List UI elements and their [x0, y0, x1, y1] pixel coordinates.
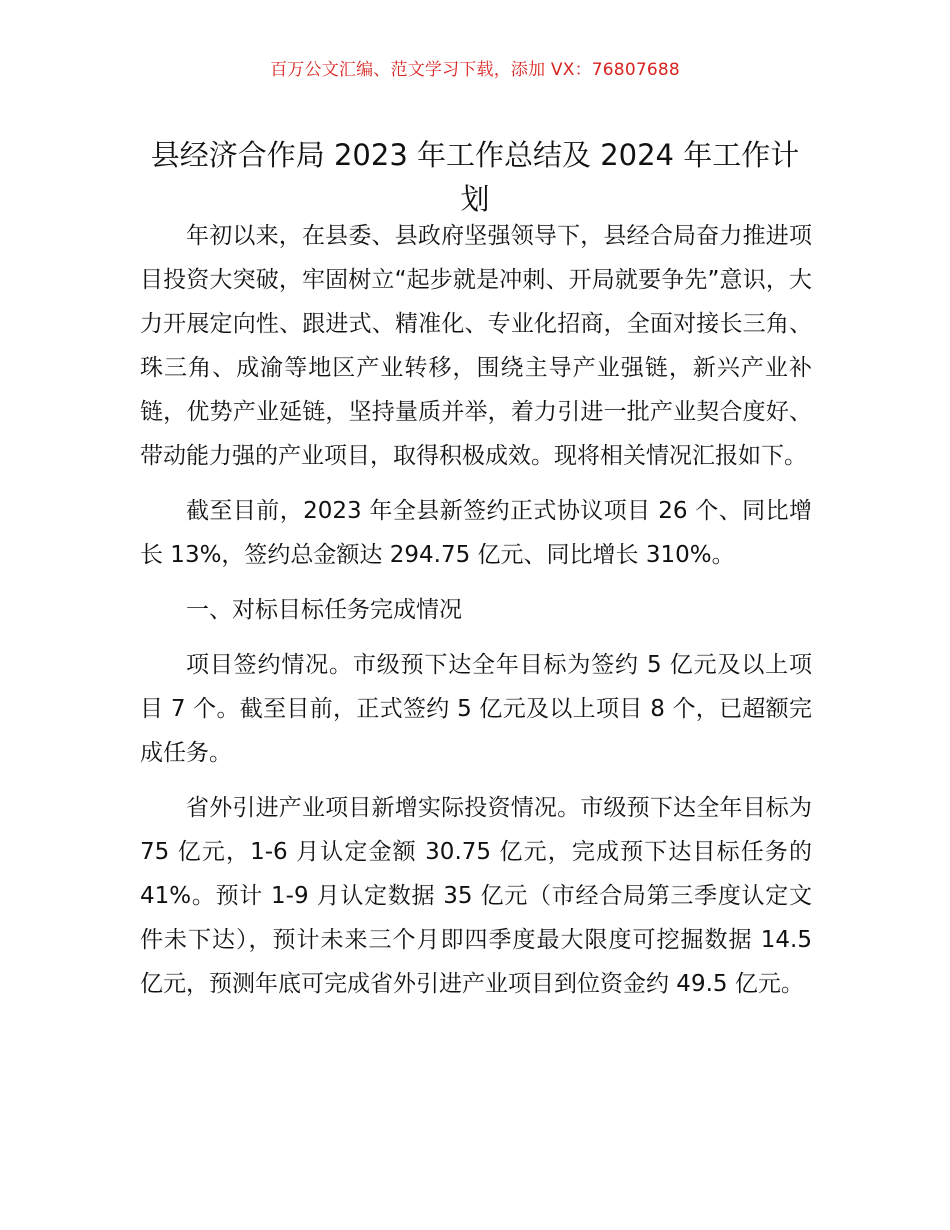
- paragraph-project-signing: 项目签约情况。市级预下达全年目标为签约 5 亿元及以上项目 7 个。截至目前，正式签约 5 亿元及以上项目 8 个，已超额完成任务。: [140, 652, 812, 766]
- document-title: 县经济合作局 2023 年工作总结及 2024 年工作计划: [150, 138, 800, 217]
- paragraph-intro: 年初以来，在县委、县政府坚强领导下，县经合局奋力推进项目投资大突破，牢固树立“起步就是冲刺、开局就要争先”意识，大力开展定向性、跟进式、精准化、专业化招商，全面对接长三角、珠三角、成渝等地区产业转移，围绕主导产业强链，新兴产业补链，优势产业延链，坚持量质并举，着力引进一批产业契合度好、带动能力强的产业项目，取得积极成效。现将相关情况汇报如下。: [140, 223, 812, 469]
- watermark-note: 百万公文汇编、范文学习下载，添加 VX：76807688: [270, 60, 680, 80]
- document-body: [140, 214, 812, 1017]
- paragraph-summary: 截至目前，2023 年全县新签约正式协议项目 26 个、同比增长 13%，签约总金额达 294.75 亿元、同比增长 310%。: [140, 498, 812, 568]
- section-heading: 一、对标目标任务完成情况: [186, 597, 462, 623]
- paragraph-investment: 省外引进产业项目新增实际投资情况。市级预下达全年目标为 75 亿元，1-6 月认定金额 30.75 亿元，完成预下达目标任务的 41%。预计 1-9 月认定数据 35 亿元（市经合局第三季度认定文件未下达），预计未来三个月即四季度最大限度可挖掘数据 14.5 亿元，预测年底可完成省外引进产业项目到位资金约 49.5 亿元。: [140, 795, 812, 997]
